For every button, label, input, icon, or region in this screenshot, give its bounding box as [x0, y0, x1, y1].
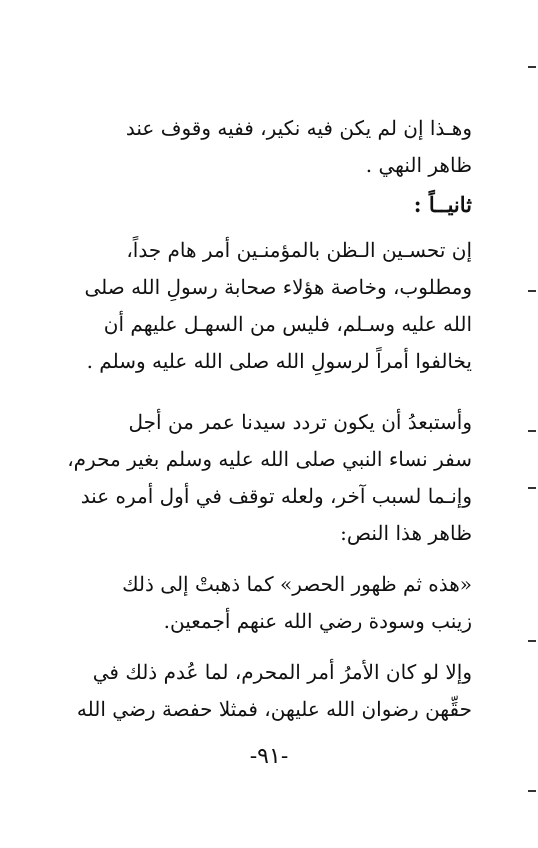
paragraph-2 [62, 232, 472, 380]
text-line: سفر نساء النبي صلى الله عليه وسلم بغير محرم، [67, 447, 472, 471]
text-line: يخالفوا أمراً لرسولِ الله صلى الله عليه وسلم . [86, 349, 472, 373]
text-line: إن تحسـين الـظن بالمؤمنـين أمر هام جداً، [126, 238, 472, 262]
paragraph-3 [62, 404, 472, 552]
text-line: ظاهر النهي . [365, 153, 472, 177]
scan-edge-mark [528, 430, 536, 432]
scan-edge-mark [528, 487, 536, 489]
text-line: «هذه ثم ظهور الحصر» كما ذهبتْ إلى ذلك [122, 572, 472, 596]
text-line: وإلا لو كان الأمرُ أمر المحرم، لما عُدم ذلك في [92, 660, 472, 684]
text-line: وأستبعدُ أن يكون تردد سيدنا عمر من أجل [128, 410, 472, 434]
text-line: ظاهر هذا النص: [340, 521, 472, 545]
text-line: الله عليه وسـلم، فليس من السهـل عليهم أن [103, 312, 472, 336]
page-body [62, 110, 472, 728]
scan-edge-mark [528, 790, 536, 792]
scan-edge-mark [528, 290, 536, 292]
text-line: زينب وسودة رضي الله عنهم أجمعين. [163, 609, 472, 633]
section-heading: ثانيــاً : [413, 192, 472, 217]
text-line: ومطلوب، وخاصة هؤلاء صحابة رسولِ الله صلى [84, 275, 472, 299]
paragraph-5 [62, 654, 472, 728]
text-line: حقِّهن رضوان الله عليهن، فمثلا حفصة رضي الله [76, 697, 472, 721]
text-line: وإنـما لسبب آخر، ولعله توقف في أول أمره عند [80, 484, 472, 508]
paragraph-4 [62, 566, 472, 640]
paragraph-1 [62, 110, 472, 184]
scan-edge-mark [528, 66, 536, 68]
page-number: -٩١- [249, 744, 289, 769]
text-line: وهـذا إن لم يكن فيه نكير، ففيه وقوف عند [125, 116, 472, 140]
scan-edge-mark [528, 640, 536, 642]
